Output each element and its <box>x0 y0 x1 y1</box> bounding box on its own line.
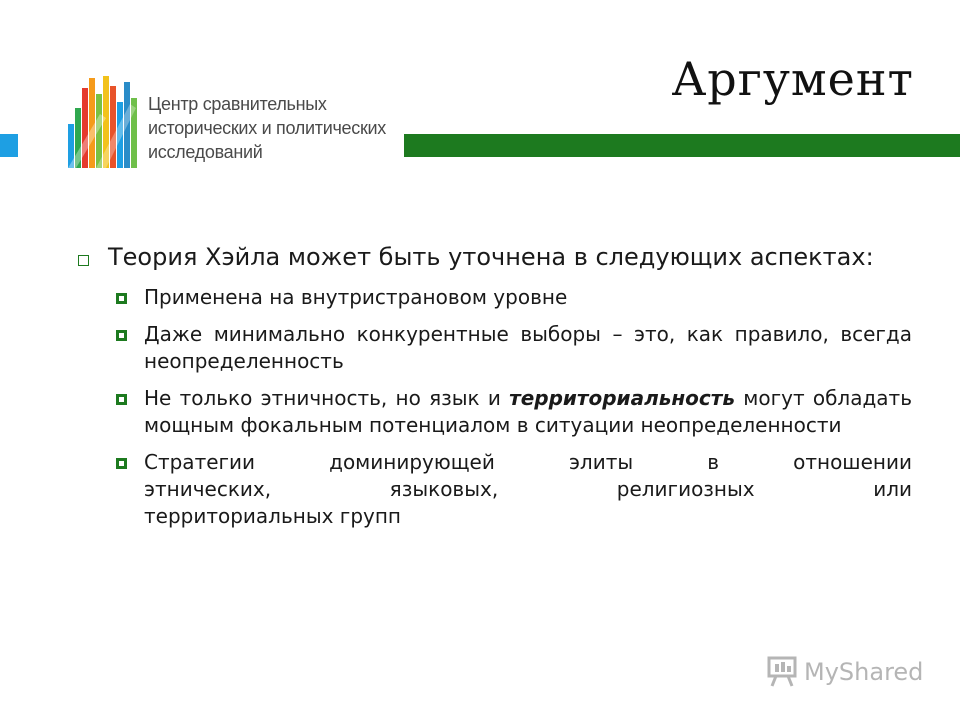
logo-text <box>148 92 386 164</box>
sub-bullet-item-4 <box>116 449 912 530</box>
square-bullet-icon <box>116 330 127 341</box>
logo-line-1: Центр сравнительных <box>148 94 327 114</box>
slide-content <box>76 242 912 540</box>
sub-bullet-line-3: территориальных групп <box>144 504 402 528</box>
sub-bullet-line-1: Стратегии доминирующей элиты в отношении <box>144 450 912 474</box>
sub-bullet-emphasis: территориальность <box>509 386 736 410</box>
square-bullet-icon <box>116 394 127 405</box>
sub-bullet-text-end: могут обладать мощным фокальным потенциалом в ситуации неопределенности <box>144 386 912 437</box>
square-bullet-icon <box>116 293 127 304</box>
sub-bullet-item-3 <box>116 385 912 439</box>
sub-bullet-item-1 <box>116 284 912 311</box>
square-bullet-icon <box>116 458 127 469</box>
sub-bullet-text: Применена на внутристрановом уровне <box>144 285 568 309</box>
sub-bullet-line-2: этнических, языковых, религиозных или <box>144 477 912 501</box>
sub-bullet-text: Даже минимально конкурентные выборы – это, как правило, всегда неопределенность <box>144 322 912 373</box>
main-bullet-text: Теория Хэйла может быть уточнена в следующих аспектах: <box>108 243 874 271</box>
main-bullet-item <box>76 242 912 272</box>
slide-title: Аргумент <box>671 52 914 106</box>
sub-bullet-item-2 <box>116 321 912 375</box>
logo-bars-icon <box>66 74 144 170</box>
watermark-text: MyShared <box>804 658 924 686</box>
hollow-square-bullet-icon <box>78 255 89 266</box>
organization-logo <box>66 74 386 174</box>
watermark <box>766 654 926 694</box>
green-header-bar <box>404 134 960 157</box>
blue-accent-bar <box>0 134 18 157</box>
logo-line-2: исторических и политических <box>148 118 386 138</box>
logo-line-3: исследований <box>148 142 263 162</box>
sub-bullet-text-start: Не только этничность, но язык и <box>144 386 510 410</box>
presentation-board-icon <box>766 656 800 688</box>
